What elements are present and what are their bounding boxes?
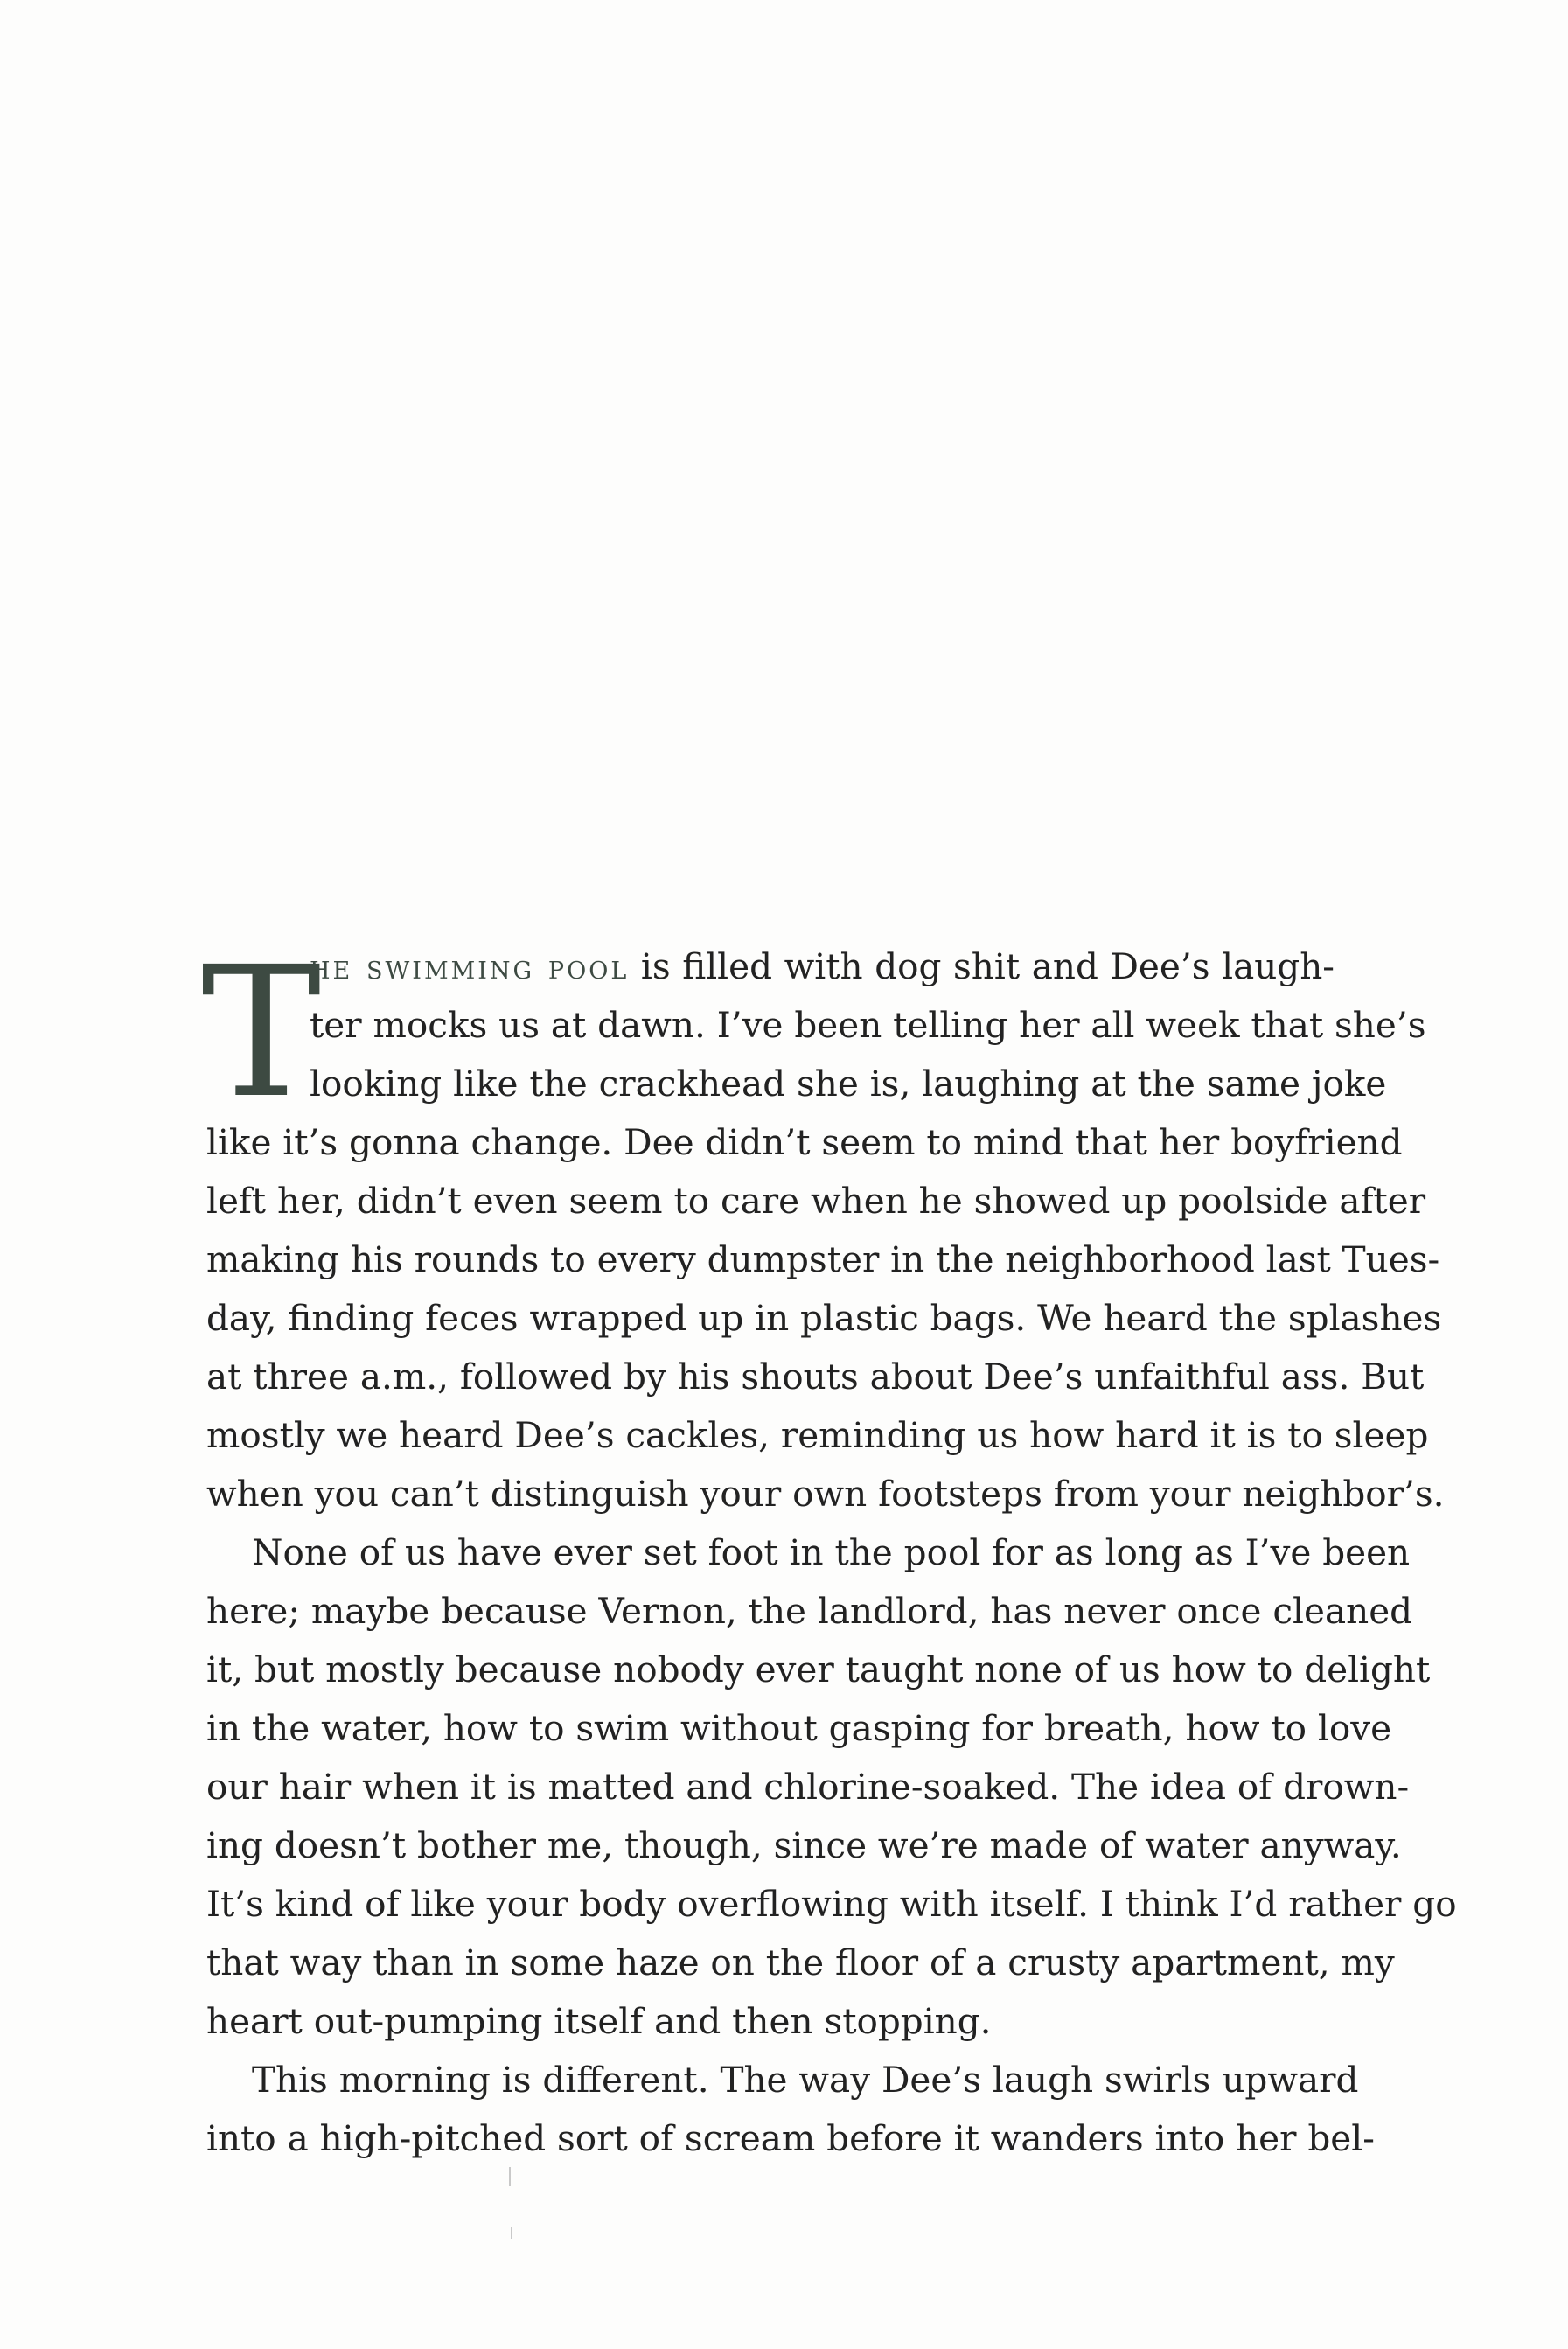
text-line: at three a.m., followed by his shouts about Dee’s unfaithful ass. But bbox=[206, 1356, 1425, 1398]
text-line: it, but mostly because nobody ever taught none of us how to delight bbox=[206, 1648, 1431, 1690]
text-line: left her, didn’t even seem to care when he showed up poolside after bbox=[206, 1180, 1426, 1222]
text-line bbox=[310, 938, 1335, 996]
paragraph bbox=[206, 2051, 1375, 2168]
drop-cap: T bbox=[201, 928, 322, 1138]
text-line: mostly we heard Dee’s cackles, reminding us how hard it is to sleep bbox=[206, 1414, 1429, 1456]
text-line: It’s kind of like your body overflowing with itself. I think I’d rather go bbox=[206, 1883, 1457, 1925]
text-line: ing doesn’t bother me, though, since we’re made of water anyway. bbox=[206, 1824, 1402, 1866]
paragraph bbox=[206, 1523, 1457, 2051]
text-line: ter mocks us at dawn. I’ve been telling her all week that she’s bbox=[310, 1004, 1426, 1046]
text-line: in the water, how to swim without gasping for breath, how to love bbox=[206, 1707, 1392, 1749]
text-line: None of us have ever set foot in the pool for as long as I’ve been bbox=[252, 1531, 1411, 1573]
opening-paragraph bbox=[201, 928, 1445, 1523]
text-line: that way than in some haze on the floor of a crusty apartment, my bbox=[206, 1941, 1395, 1983]
small-caps-lead-in: he swimming pool bbox=[310, 948, 630, 986]
text-line: our hair when it is matted and chlorine-soaked. The idea of drown- bbox=[206, 1766, 1410, 1808]
text-line: heart out-pumping itself and then stopping. bbox=[206, 2000, 992, 2042]
text-line: here; maybe because Vernon, the landlord, has never once cleaned bbox=[206, 1590, 1413, 1632]
text-line: into a high-pitched sort of scream before it wanders into her bel- bbox=[206, 2117, 1375, 2159]
text-line: like it’s gonna change. Dee didn’t seem to mind that her boyfriend bbox=[206, 1121, 1403, 1163]
text-line: making his rounds to every dumpster in the neighborhood last Tues- bbox=[206, 1238, 1440, 1280]
text-line: day, finding feces wrapped up in plastic bags. We heard the splashes bbox=[206, 1297, 1442, 1339]
scan-mark bbox=[511, 2227, 512, 2239]
text-line: when you can’t distinguish your own footsteps from your neighbor’s. bbox=[206, 1473, 1445, 1515]
scan-mark bbox=[509, 2167, 511, 2186]
text-line: looking like the crackhead she is, laughing at the same joke bbox=[310, 1063, 1387, 1105]
chapter-text bbox=[201, 928, 1457, 2168]
text-line: This morning is different. The way Dee’s laugh swirls upward bbox=[252, 2059, 1359, 2101]
first-line-rest: is filled with dog shit and Dee’s laugh- bbox=[629, 945, 1335, 987]
